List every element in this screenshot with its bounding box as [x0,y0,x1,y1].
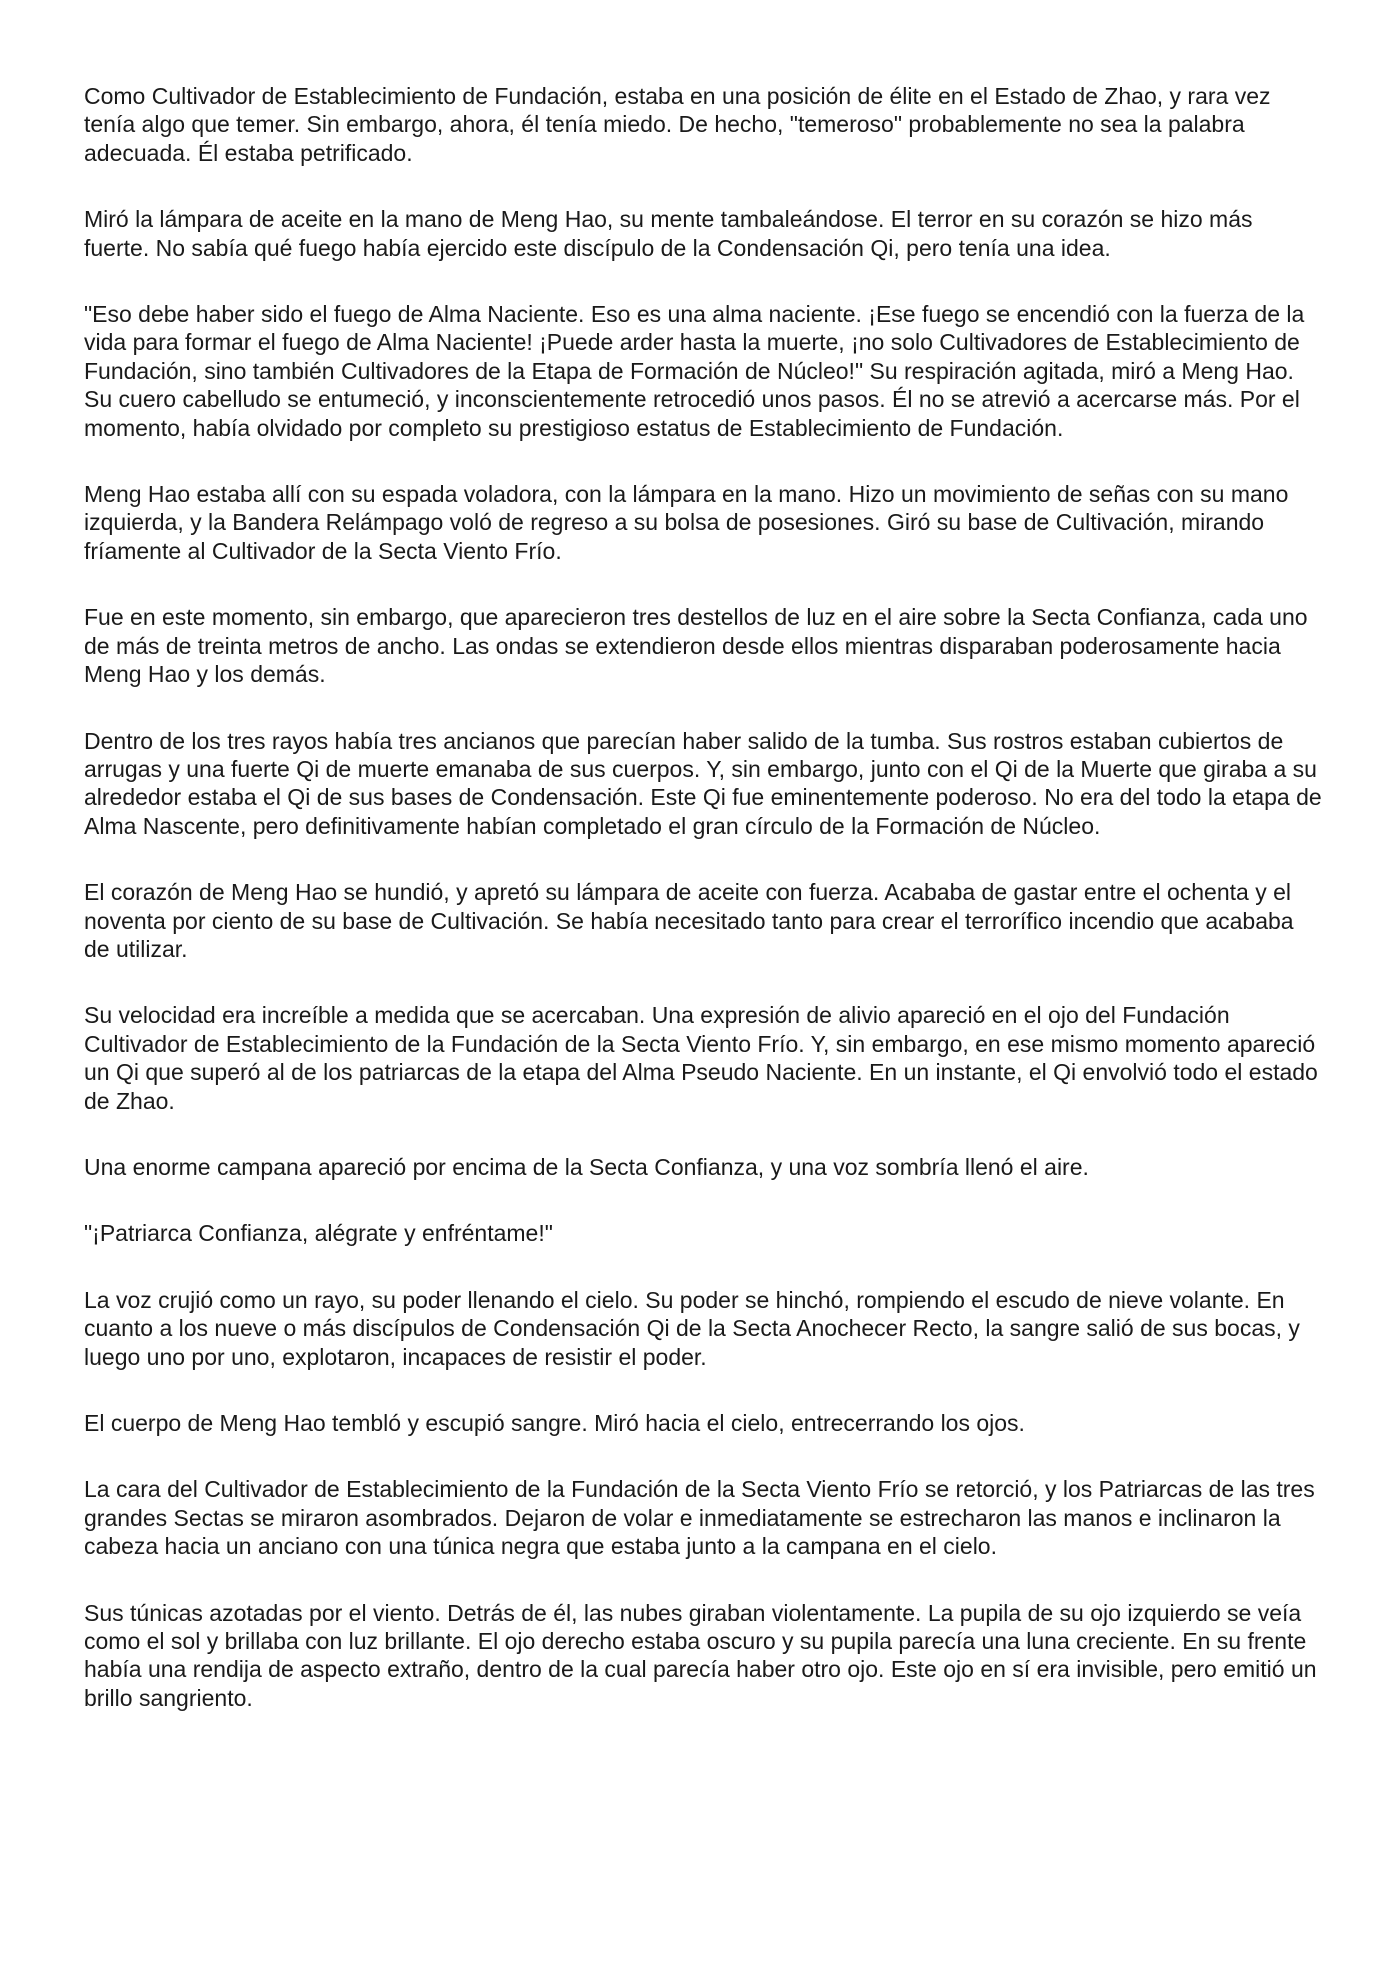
paragraph-13: La cara del Cultivador de Establecimiento de la Fundación de la Secta Viento Frío se retorció, y los Patriarcas de las tres grandes Sectas se miraron asombrados. Dejaron de volar e inmediatamente se estrecharon las manos e inclinaron la cabeza hacia un anciano con una túnica negra que estaba junto a la campana en el cielo. [84,1476,1315,1560]
paragraph-3: "Eso debe haber sido el fuego de Alma Naciente. Eso es una alma naciente. ¡Ese fuego se encendió con la fuerza de la vida para formar el fuego de Alma Naciente! ¡Puede arder hasta la muerte, ¡no solo Cultivadores de Establecimiento de Fundación, sino también Cultivadores de la Etapa de Formación de Núcleo!" Su respiración agitada, miró a Meng Hao. Su cuero cabelludo se entumeció, y inconscientemente retrocedió unos pasos. Él no se atrevió a acercarse más. Por el momento, había olvidado por completo su prestigioso estatus de Establecimiento de Fundación. [84,301,1305,441]
document-page [84,82,1324,1750]
paragraph-7: El corazón de Meng Hao se hundió, y apretó su lámpara de aceite con fuerza. Acababa de gastar entre el ochenta y el noventa por ciento de su base de Cultivación. Se había necesitado tanto para crear el terrorífico incendio que acababa de utilizar. [84,879,1294,962]
paragraph-1: Como Cultivador de Establecimiento de Fundación, estaba en una posición de élite en el Estado de Zhao, y rara vez tenía algo que temer. Sin embargo, ahora, él tenía miedo. De hecho, "temeroso" probablemente no sea la palabra adecuada. Él estaba petrificado. [84,83,1271,166]
paragraph-6: Dentro de los tres rayos había tres ancianos que parecían haber salido de la tumba. Sus rostros estaban cubiertos de arrugas y una fuerte Qi de muerte emanaba de sus cuerpos. Y, sin embargo, junto con el Qi de la Muerte que giraba a su alrededor estaba el Qi de sus bases de Condensación. Este Qi fue eminentemente poderoso. No era del todo la etapa de Alma Nascente, pero definitivamente habían completado el gran círculo de la Formación de Núcleo. [84,727,1322,839]
paragraph-10: "¡Patriarca Confianza, alégrate y enfréntame!" [84,1220,553,1247]
paragraph-11: La voz crujió como un rayo, su poder llenando el cielo. Su poder se hinchó, rompiendo el escudo de nieve volante. En cuanto a los nueve o más discípulos de Condensación Qi de la Secta Anochecer Recto, la sangre salió de sus bocas, y luego uno por uno, explotaron, incapaces de resistir el poder. [84,1286,1300,1370]
paragraph-4: Meng Hao estaba allí con su espada voladora, con la lámpara en la mano. Hizo un movimiento de señas con su mano izquierda, y la Bandera Relámpago voló de regreso a su bolsa de posesiones. Giró su base de Cultivación, mirando fríamente al Cultivador de la Secta Viento Frío. [84,481,1289,564]
paragraph-12: El cuerpo de Meng Hao tembló y escupió sangre. Miró hacia el cielo, entrecerrando los ojos. [84,1410,1025,1436]
paragraph-8: Su velocidad era increíble a medida que se acercaban. Una expresión de alivio apareció en el ojo del Fundación Cultivador de Establecimiento de la Fundación de la Secta Viento Frío. Y, sin embargo, en ese mismo momento apareció un Qi que superó al de los patriarcas de la etapa del Alma Pseudo Naciente. En un instante, el Qi envolvió todo el estado de Zhao. [84,1002,1318,1114]
paragraph-9: Una enorme campana apareció por encima de la Secta Confianza, y una voz sombría llenó el aire. [84,1153,1089,1180]
paragraph-5: Fue en este momento, sin embargo, que aparecieron tres destellos de luz en el aire sobre la Secta Confianza, cada uno de más de treinta metros de ancho. Las ondas se extendieron desde ellos mientras disparaban poderosamente hacia Meng Hao y los demás. [84,604,1308,688]
paragraph-2: Miró la lámpara de aceite en la mano de Meng Hao, su mente tambaleándose. El terror en su corazón se hizo más fuerte. No sabía qué fuego había ejercido este discípulo de la Condensación Qi, pero tenía una idea. [84,206,1253,261]
paragraph-14: Sus túnicas azotadas por el viento. Detrás de él, las nubes giraban violentamente. La pupila de su ojo izquierdo se veía como el sol y brillaba con luz brillante. El ojo derecho estaba oscuro y su pupila parecía una luna creciente. En su frente había una rendija de aspecto extraño, dentro de la cual parecía haber otro ojo. Este ojo en sí era invisible, pero emitió un brillo sangriento. [84,1599,1317,1711]
